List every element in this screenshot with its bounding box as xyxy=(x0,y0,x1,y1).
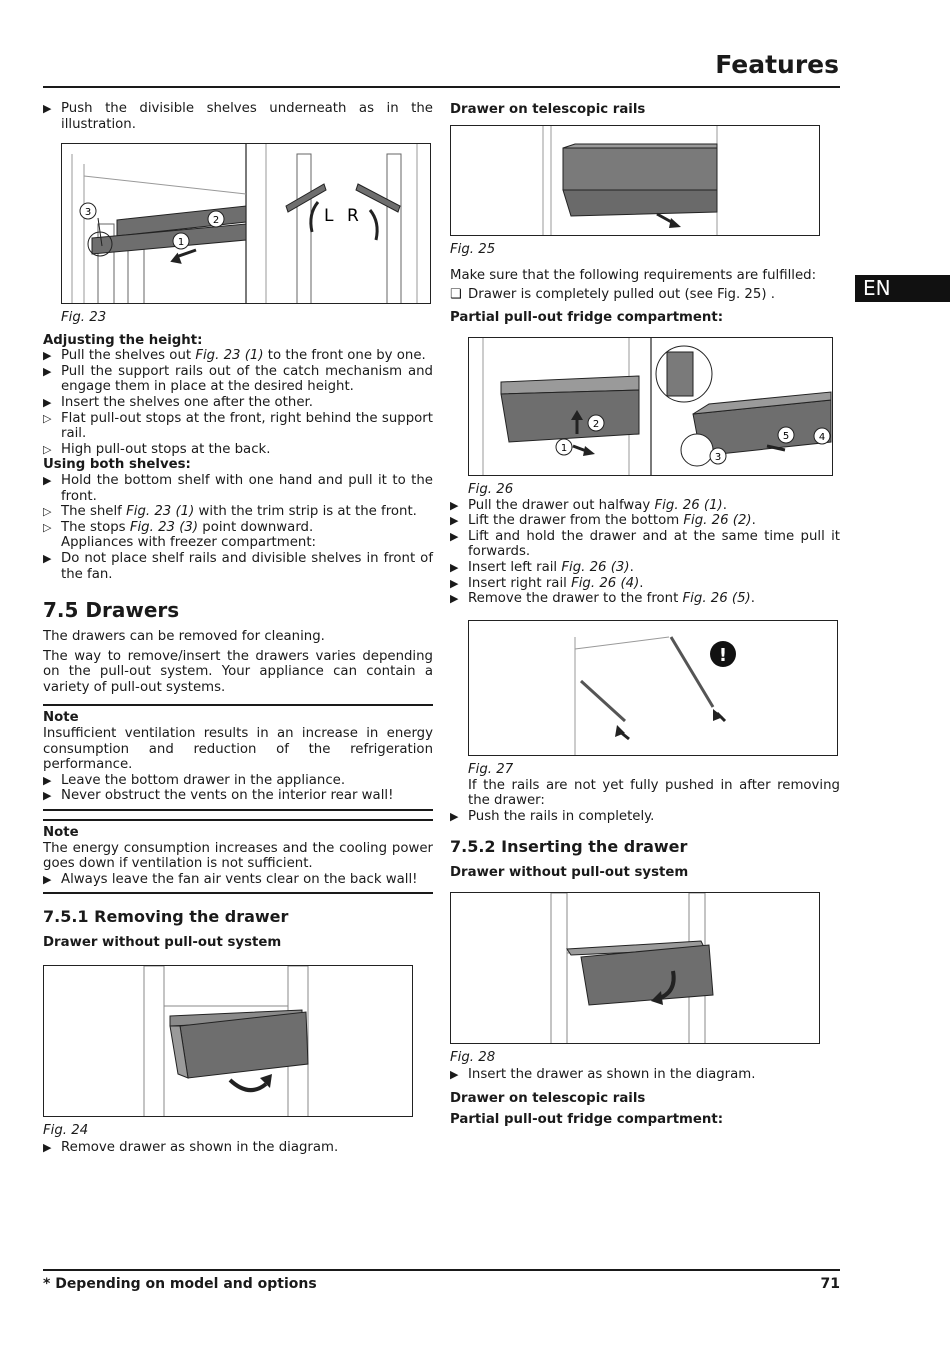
triangle-right-icon: ▶ xyxy=(43,364,52,378)
list-item xyxy=(43,348,433,364)
subsection-title: 7.5.2 Inserting the drawer xyxy=(450,837,688,857)
list-item: ▶ Do not place shelf rails and divisible shelves in front of the fan. xyxy=(43,550,433,582)
figure-27 xyxy=(468,620,838,756)
list-item-text: High pull-out stops at the back. xyxy=(61,441,271,457)
right-column-tail xyxy=(450,1050,840,1127)
list-item-text: Hold the bottom shelf with one hand and pull it to the front. xyxy=(61,472,433,504)
figure-reference: Fig. 23 (1) xyxy=(126,504,195,520)
triangle-right-icon: ▶ xyxy=(450,592,459,606)
figure-reference: Fig. 26 (3) xyxy=(561,559,630,575)
svg-text:L: L xyxy=(324,206,334,226)
note-rule xyxy=(43,819,433,821)
list-item-text: Insert left rail xyxy=(468,559,562,575)
page-title: Features xyxy=(715,50,839,79)
right-column-body xyxy=(450,242,840,325)
section-subheading: Adjusting the height: xyxy=(43,332,203,348)
figure-caption: Fig. 28 xyxy=(450,1050,496,1065)
both-list xyxy=(43,473,433,535)
list-item xyxy=(43,473,433,504)
svg-text:3: 3 xyxy=(714,452,722,463)
svg-text:1: 1 xyxy=(177,237,185,248)
list-item-text: . xyxy=(722,497,727,513)
check-item: ❑ Drawer is completely pulled out (see Fig. 25) . xyxy=(450,287,775,303)
left-column-tail xyxy=(43,1123,433,1155)
triangle-right-icon: ▶ xyxy=(43,349,52,363)
subsection-subheading: Partial pull-out fridge compartment: xyxy=(450,1111,724,1127)
list-item xyxy=(450,576,840,592)
right-column-steps xyxy=(450,482,840,607)
paragraph: Make sure that the following requirements are fulfilled: xyxy=(450,267,817,283)
triangle-right-icon: ▶ xyxy=(450,560,459,574)
triangle-right-icon: ▶ xyxy=(43,1140,52,1154)
list-item-text: Pull the support rails out of the catch mechanism and engage them in place at the desired height. xyxy=(61,363,433,395)
figure-caption: Fig. 23 xyxy=(61,310,107,325)
triangle-outline-icon: ▷ xyxy=(43,442,52,456)
list-item-text: Remove the drawer to the front xyxy=(468,591,683,607)
steps-list xyxy=(450,498,840,607)
language-tab: EN xyxy=(855,275,950,302)
triangle-right-icon: ▶ xyxy=(450,529,459,543)
adjusting-list xyxy=(43,348,433,457)
list-item xyxy=(43,364,433,395)
freezer-line: Appliances with freezer compartment: xyxy=(61,535,317,551)
list-item xyxy=(43,442,433,458)
list-item-text: . xyxy=(750,591,755,607)
figure-caption: Fig. 27 xyxy=(468,762,514,777)
section-subheading: Using both shelves: xyxy=(43,457,191,473)
triangle-right-icon: ▶ xyxy=(43,102,52,115)
list-item-text: Pull the shelves out xyxy=(61,348,196,364)
triangle-right-icon: ▶ xyxy=(43,773,52,787)
footer-rule xyxy=(43,1269,840,1271)
list-item-text: The shelf xyxy=(61,504,127,520)
figure-28 xyxy=(450,892,820,1044)
svg-text:R: R xyxy=(347,206,359,226)
header-rule xyxy=(43,86,840,88)
section-title: 7.5 Drawers xyxy=(43,598,180,623)
list-item-text: to the front one by one. xyxy=(263,348,426,364)
note-label: Note xyxy=(43,710,79,726)
drawer-insert-illustration xyxy=(451,893,820,1044)
figure-reference: Fig. 26 (1) xyxy=(654,497,723,513)
drawer-remove-illustration xyxy=(44,966,413,1117)
paragraph: The way to remove/insert the drawers varies depending on the pull-out system. Your appliance can contain a variety of pull-out systems. xyxy=(43,648,433,695)
list-item-text: with the trim strip is at the front. xyxy=(194,504,417,520)
triangle-right-icon: ▶ xyxy=(43,551,52,565)
list-item xyxy=(43,520,433,536)
svg-text:5: 5 xyxy=(782,431,790,442)
note-rule xyxy=(43,892,433,894)
svg-text:2: 2 xyxy=(592,419,600,430)
list-item xyxy=(450,498,840,514)
list-item: ▶ Push the rails in completely. xyxy=(450,808,655,824)
list-item xyxy=(450,513,840,529)
subsection-title: 7.5.1 Removing the drawer xyxy=(43,907,289,927)
list-item-text: Insert right rail xyxy=(468,575,572,591)
figure-25 xyxy=(450,125,820,236)
paragraph: The drawers can be removed for cleaning. xyxy=(43,629,325,645)
figure-caption: Fig. 25 xyxy=(450,242,496,257)
svg-text:3: 3 xyxy=(84,207,92,218)
subsection-subheading: Drawer without pull-out system xyxy=(450,865,689,881)
shelves-illustration xyxy=(62,144,431,304)
triangle-right-icon: ▶ xyxy=(450,576,459,590)
left-column xyxy=(43,101,433,132)
figure-caption: Fig. 24 xyxy=(43,1123,89,1138)
warning-icon: ! xyxy=(718,645,728,666)
triangle-right-icon: ▶ xyxy=(43,473,52,487)
list-item xyxy=(43,395,433,411)
figure-caption: Fig. 26 xyxy=(468,482,514,497)
subsection-subheading: Drawer on telescopic rails xyxy=(450,1091,646,1107)
list-item: ▶ Always leave the fan air vents clear on the back wall! xyxy=(43,871,418,887)
page-number: 71 xyxy=(820,1276,840,1292)
footer-note: * Depending on model and options xyxy=(43,1276,317,1292)
triangle-right-icon: ▶ xyxy=(450,498,459,512)
left-column-body xyxy=(43,310,433,951)
rails-illustration xyxy=(469,621,838,756)
list-item-text: Pull the drawer out halfway xyxy=(468,497,655,513)
svg-text:1: 1 xyxy=(560,443,568,454)
list-item-text: Insert the shelves one after the other. xyxy=(61,394,313,410)
partial-pullout-illustration xyxy=(469,338,833,476)
list-item-text: Flat pull-out stops at the front, right behind the support rail. xyxy=(61,410,433,442)
list-item-text: . xyxy=(629,559,634,575)
svg-text:4: 4 xyxy=(818,432,826,443)
note-rule xyxy=(43,704,433,706)
triangle-outline-icon: ▷ xyxy=(43,520,52,534)
subsection-subheading: Drawer on telescopic rails xyxy=(450,102,646,117)
note-rule xyxy=(43,809,433,811)
list-item-text: Lift the drawer from the bottom xyxy=(468,513,684,529)
triangle-right-icon: ▶ xyxy=(43,872,52,886)
list-item: ▶ Leave the bottom drawer in the appliance. xyxy=(43,772,346,788)
list-item-text: The stops xyxy=(61,519,130,535)
svg-text:2: 2 xyxy=(212,215,220,226)
right-column xyxy=(450,102,840,118)
telescopic-drawer-illustration xyxy=(451,126,820,236)
subsection-subheading: Partial pull-out fridge compartment: xyxy=(450,309,724,325)
note-text: The energy consumption increases and the cooling power goes down if ventilation is not sufficient. xyxy=(43,840,433,872)
triangle-right-icon: ▶ xyxy=(43,789,52,803)
figure-26 xyxy=(468,337,833,476)
list-item-text: Lift and hold the drawer and at the same time pull it forwards. xyxy=(468,528,840,560)
note-text: Insufficient ventilation results in an increase in energy consumption and reduction of the refrigeration performance. xyxy=(43,726,433,773)
triangle-right-icon: ▶ xyxy=(43,395,52,409)
paragraph: If the rails are not yet fully pushed in after removing the drawer: xyxy=(468,777,840,809)
triangle-right-icon: ▶ xyxy=(450,514,459,528)
triangle-outline-icon: ▷ xyxy=(43,505,52,519)
figure-reference: Fig. 26 (5) xyxy=(682,591,751,607)
figure-reference: Fig. 26 (4) xyxy=(571,575,640,591)
subsection-subheading: Drawer without pull-out system xyxy=(43,935,282,951)
figure-reference: Fig. 23 (3) xyxy=(129,519,199,535)
figure-23 xyxy=(61,143,431,304)
figure-reference: Fig. 26 (2) xyxy=(683,513,752,529)
triangle-outline-icon: ▷ xyxy=(43,411,52,425)
triangle-right-icon: ▶ xyxy=(450,809,459,823)
list-item: ▶ Never obstruct the vents on the interior rear wall! xyxy=(43,788,394,804)
figure-24 xyxy=(43,965,413,1117)
list-item xyxy=(43,504,433,520)
figure-reference: Fig. 23 (1) xyxy=(195,348,264,364)
list-item xyxy=(450,591,840,607)
list-item xyxy=(450,529,840,560)
list-item: ▶ Insert the drawer as shown in the diagram. xyxy=(450,1066,756,1082)
right-column-lower xyxy=(450,762,840,881)
note-label: Note xyxy=(43,825,79,841)
list-item-text: . xyxy=(751,513,756,529)
list-item-text: . xyxy=(639,575,644,591)
checkbox-icon: ❑ xyxy=(450,287,462,303)
list-item-text: point downward. xyxy=(198,519,314,535)
triangle-right-icon: ▶ xyxy=(450,1067,459,1081)
list-item xyxy=(43,411,433,442)
list-item xyxy=(450,560,840,576)
list-item: ▶ Push the divisible shelves underneath as in the illustration. xyxy=(43,101,433,132)
list-item: ▶ Remove drawer as shown in the diagram. xyxy=(43,1139,339,1155)
